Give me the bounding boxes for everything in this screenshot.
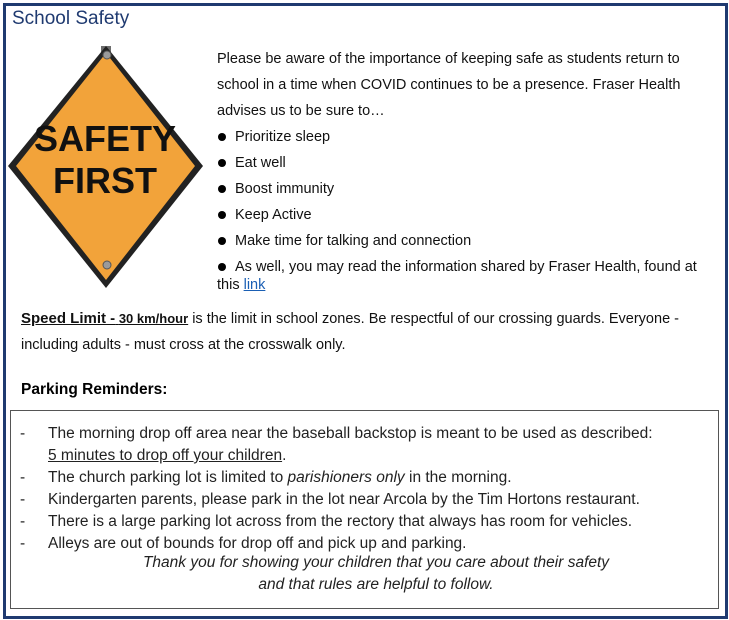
parking-heading: Parking Reminders:: [21, 381, 168, 398]
dash-marker: -: [20, 513, 26, 530]
speed-limit-text: is the limit in school zones. Be respectful of our crossing guards. Everyone - including adults - must cross at the crosswalk only.: [21, 311, 679, 353]
bullet-icon: [218, 159, 226, 167]
bullet-icon: [218, 263, 226, 271]
list-item-emphasis: parishioners only: [287, 469, 405, 486]
list-item: [217, 254, 712, 294]
list-item-text: Prioritize sleep: [235, 129, 331, 145]
list-item: [217, 176, 712, 202]
list-item-text: Keep Active: [235, 207, 312, 223]
safety-first-sign: [5, 38, 205, 288]
dash-marker: -: [20, 491, 26, 508]
list-item: [20, 511, 710, 533]
sign-line-2: FIRST: [53, 160, 157, 201]
speed-limit-value-text: 30 km/hour: [118, 311, 189, 326]
speed-limit-paragraph: [21, 306, 711, 358]
list-item-text: .: [282, 447, 287, 464]
list-item-text: Make time for talking and connection: [235, 233, 472, 249]
speed-limit-value: [115, 311, 188, 326]
list-item-text: Kindergarten parents, please park in the lot near Arcola by the Tim Hortons restaurant.: [48, 491, 640, 508]
dash-marker: -: [20, 425, 26, 442]
dash-marker: -: [20, 535, 26, 552]
list-item: [217, 124, 712, 150]
list-item-text: The morning drop off area near the baseball backstop is meant to be used as described:: [48, 425, 653, 442]
list-item: [20, 467, 710, 489]
list-item-text: Alleys are out of bounds for drop off and pick up and parking.: [48, 535, 467, 552]
list-item-text: As well, you may read the information shared by Fraser Health, found at this: [217, 259, 697, 293]
list-item: [217, 150, 712, 176]
bullet-icon: [218, 211, 226, 219]
list-item-text: in the morning.: [404, 469, 512, 486]
list-item: [217, 228, 712, 254]
fraser-health-link[interactable]: link: [243, 277, 266, 293]
sign-line-1: SAFETY: [33, 118, 177, 159]
bolt-icon: [103, 261, 111, 269]
bullet-icon: [218, 237, 226, 245]
thank-you-line-2: and that rules are helpful to follow.: [258, 576, 494, 593]
list-item: [217, 202, 712, 228]
list-item: [20, 423, 710, 467]
thank-you-message: [11, 552, 729, 596]
list-item-text: The church parking lot is limited to: [48, 469, 288, 486]
health-tips-list: [217, 124, 712, 294]
list-item: [20, 489, 710, 511]
bullet-icon: [218, 133, 226, 141]
list-item-text: There is a large parking lot across from the rectory that always has room for vehicles.: [48, 513, 633, 530]
bullet-icon: [218, 185, 226, 193]
speed-limit-label: Speed Limit -: [21, 310, 116, 327]
list-item-emphasis: 5 minutes to drop off your children: [48, 447, 283, 464]
parking-list: [20, 423, 710, 555]
thank-you-line-1: Thank you for showing your children that you care about their safety: [142, 554, 610, 571]
list-item-text: Eat well: [235, 155, 286, 171]
list-item-text: Boost immunity: [235, 181, 335, 197]
dash-marker: -: [20, 469, 26, 486]
parking-reminders-box: [10, 410, 719, 609]
page-title: School Safety: [12, 8, 130, 29]
intro-paragraph: Please be aware of the importance of keeping safe as students return to school in a time when COVID continues to be a presence. Fraser Health advises us to be sure to…: [217, 51, 681, 119]
bolt-icon: [103, 51, 111, 59]
